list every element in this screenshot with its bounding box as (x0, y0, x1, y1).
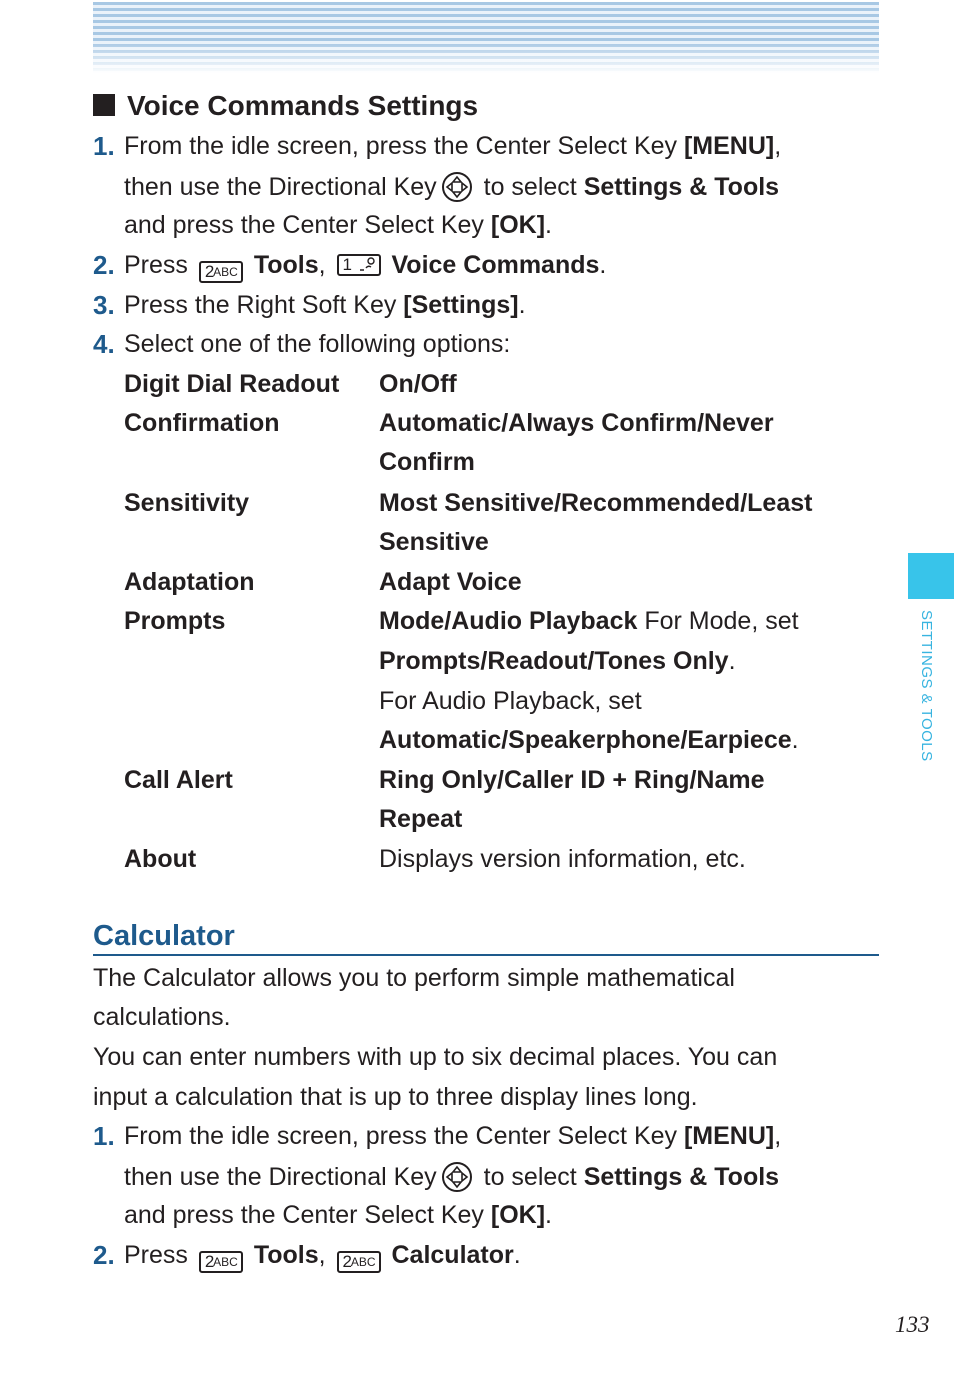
heading-divider (93, 954, 879, 956)
key-2-abc-icon: 2 ABC (337, 1251, 381, 1273)
option-label: About (124, 845, 197, 873)
step-text: then use the Directional Key to select Settings & Tools (124, 1163, 780, 1191)
option-value: Automatic/Always Confirm/Never (379, 409, 774, 437)
step-text: Press the Right Soft Key [Settings]. (124, 291, 526, 319)
option-label: Sensitivity (124, 489, 250, 517)
paragraph-text: calculations. (93, 1003, 231, 1031)
step-number: 2. (93, 1240, 115, 1270)
option-value: Most Sensitive/Recommended/Least (379, 489, 813, 517)
key-2-abc-icon: 2 ABC (199, 1251, 243, 1273)
header-banner (93, 2, 879, 74)
option-value: Ring Only/Caller ID + Ring/Name (379, 766, 765, 794)
option-label: Adaptation (124, 568, 255, 596)
option-value: Sensitive (379, 528, 489, 556)
option-value: Repeat (379, 805, 463, 833)
step-text: and press the Center Select Key [OK]. (124, 1201, 552, 1229)
section-tab (908, 553, 954, 599)
option-value: Prompts/Readout/Tones Only. (379, 647, 736, 675)
step-number: 3. (93, 290, 115, 320)
key-2-abc-icon: 2 ABC (199, 261, 243, 283)
paragraph-text: The Calculator allows you to perform simple mathematical (93, 964, 735, 992)
section-heading: Voice Commands Settings (93, 89, 478, 123)
key-1-voicemail-icon: 1 (337, 254, 381, 276)
option-value: Displays version information, etc. (379, 845, 746, 873)
option-value: Confirm (379, 448, 475, 476)
option-value: On/Off (379, 370, 457, 398)
step-text: From the idle screen, press the Center Select Key [MENU], (124, 132, 782, 160)
step-text: Press 2 ABC Tools, 1 Voice Commands. (124, 251, 607, 281)
step-text: and press the Center Select Key [OK]. (124, 211, 552, 239)
paragraph-text: input a calculation that is up to three display lines long. (93, 1083, 698, 1111)
directional-key-icon (441, 171, 473, 203)
step-text: Select one of the following options: (124, 330, 511, 358)
section-tab-label: SETTINGS & TOOLS (918, 610, 935, 762)
step-text: then use the Directional Key to select Settings & Tools (124, 173, 780, 201)
option-value: Adapt Voice (379, 568, 522, 596)
option-label: Call Alert (124, 766, 233, 794)
page-number: 133 (895, 1312, 930, 1337)
step-number: 2. (93, 250, 115, 280)
option-label: Prompts (124, 607, 226, 635)
step-number: 1. (93, 131, 115, 161)
step-text: Press 2 ABC Tools, 2 ABC Calculator. (124, 1241, 521, 1271)
directional-key-icon (441, 1161, 473, 1193)
step-text: From the idle screen, press the Center Select Key [MENU], (124, 1122, 782, 1150)
calculator-heading: Calculator (93, 920, 235, 952)
option-label: Confirmation (124, 409, 280, 437)
paragraph-text: You can enter numbers with up to six decimal places. You can (93, 1043, 778, 1071)
option-value: Mode/Audio Playback For Mode, set (379, 607, 799, 635)
step-number: 1. (93, 1121, 115, 1151)
option-value: Automatic/Speakerphone/Earpiece. (379, 726, 799, 754)
bullet-square-icon (93, 94, 115, 116)
option-value: For Audio Playback, set (379, 687, 642, 715)
step-number: 4. (93, 329, 115, 359)
option-label: Digit Dial Readout (124, 370, 340, 398)
